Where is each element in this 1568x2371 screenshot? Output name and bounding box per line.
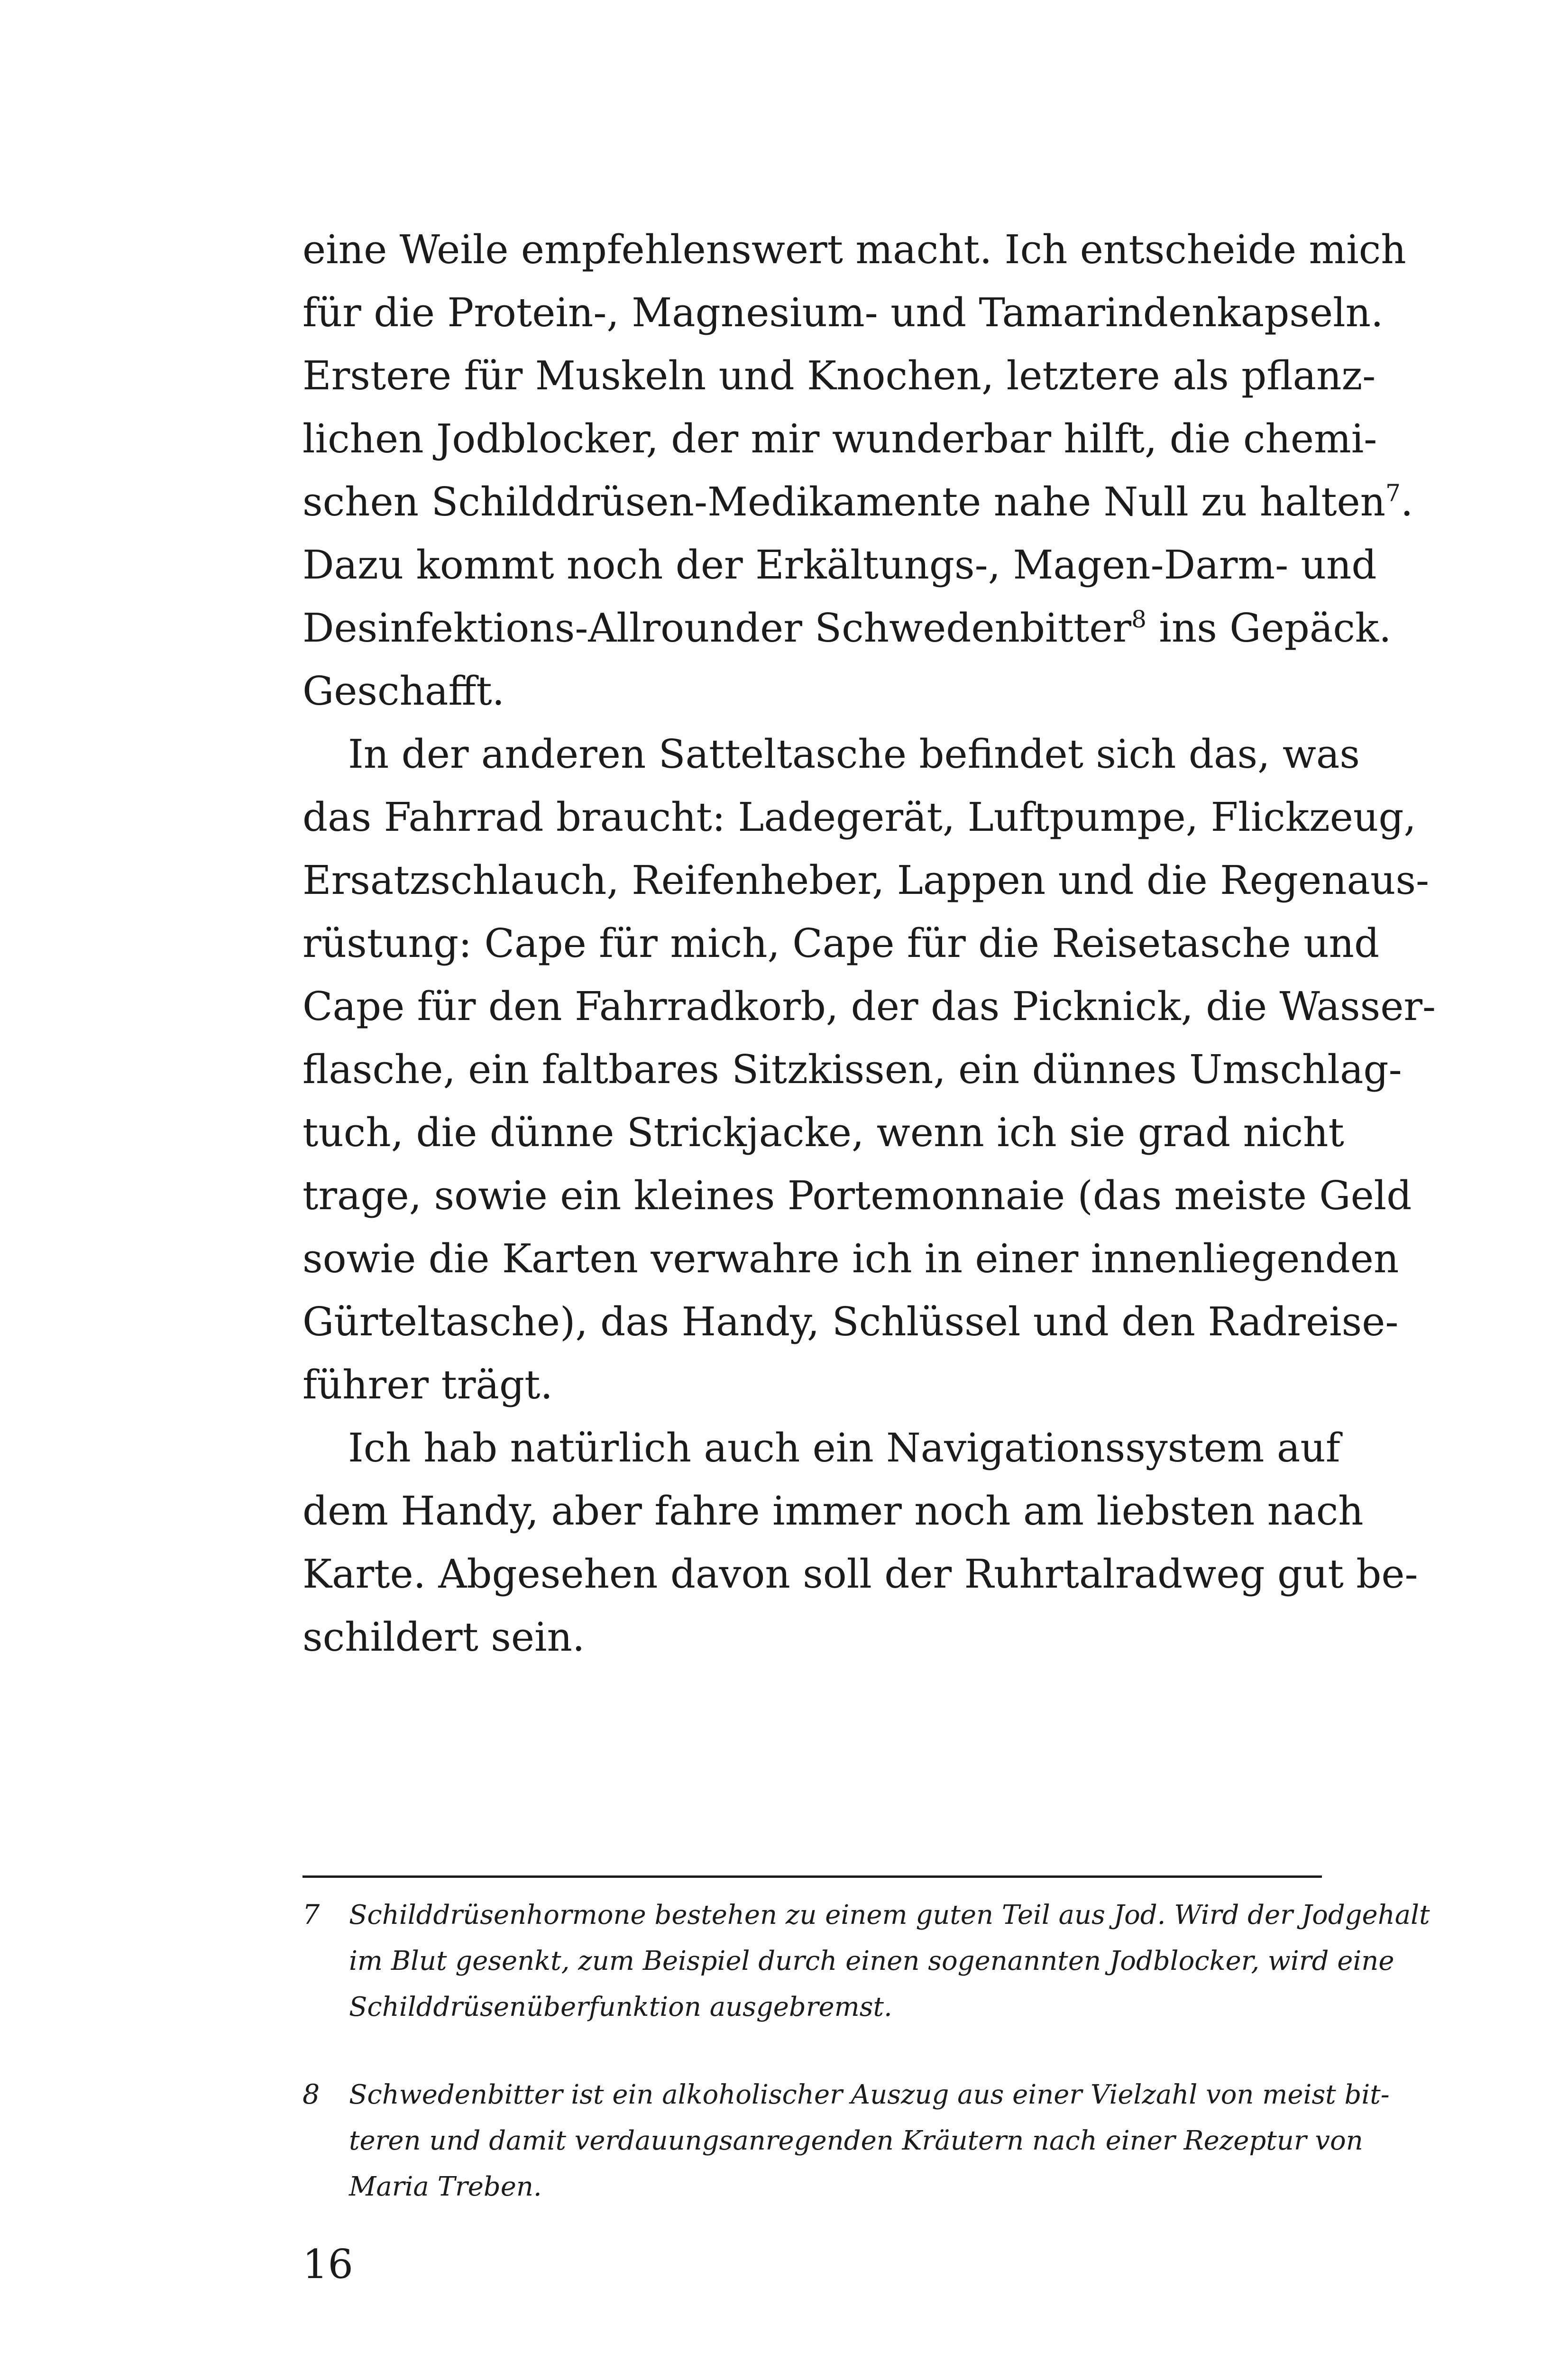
- text-line: Ersatzschlauch, Reifenheber, Lappen und die Regenaus-: [303, 857, 1430, 903]
- paragraph: [303, 723, 1436, 1416]
- footnote-8: [303, 2072, 1390, 2210]
- text-fragment: ins Gepäck.: [1146, 605, 1392, 651]
- footnote-reference[interactable]: 7: [1385, 479, 1401, 507]
- text-line: Karte. Abgesehen davon soll der Ruhrtalradweg gut be-: [303, 1551, 1418, 1597]
- text-line: [303, 597, 1392, 660]
- footnote-line: Schilddrüsenüberfunktion ausgebremst.: [349, 1992, 892, 2022]
- text-line: trage, sowie ein kleines Portemonnaie (das meiste Geld: [303, 1173, 1412, 1219]
- text-fragment: .: [1400, 479, 1413, 525]
- footnote-text: [349, 2072, 1390, 2210]
- footnote-line: im Blut gesenkt, zum Beispiel durch einen sogenannten Jodblocker, wird eine: [349, 1946, 1394, 1976]
- footnote-7: [303, 1892, 1430, 2030]
- text-fragment: schen Schilddrüsen-Medikamente nahe Null zu halten: [303, 479, 1386, 525]
- text-line: eine Weile empfehlenswert macht. Ich entscheide mich: [303, 227, 1406, 273]
- text-line: Ich hab natürlich auch ein Navigationssystem auf: [348, 1425, 1340, 1471]
- text-line: [303, 470, 1413, 533]
- text-line: rüstung: Cape für mich, Cape für die Reisetasche und: [303, 920, 1380, 966]
- text-line: tuch, die dünne Strickjacke, wenn ich sie grad nicht: [303, 1110, 1344, 1156]
- footnote-line: Maria Treben.: [349, 2171, 542, 2202]
- footnote-line: Schwedenbitter ist ein alkoholischer Auszug aus einer Vielzahl von meist bit-: [349, 2079, 1390, 2110]
- text-fragment: Desinfektions-Allrounder Schwedenbitter: [303, 605, 1132, 651]
- paragraph: [303, 218, 1413, 723]
- text-line: für die Protein-, Magnesium- und Tamarindenkapseln.: [303, 290, 1384, 336]
- footnote-line: Schilddrüsenhormone bestehen zu einem guten Teil aus Jod. Wird der Jodgehalt: [349, 1900, 1430, 1930]
- body-text: [303, 218, 1436, 1669]
- text-line: Gürteltasche), das Handy, Schlüssel und den Radreise-: [303, 1299, 1399, 1345]
- page-number: 16: [303, 2241, 353, 2288]
- text-line: führer trägt.: [303, 1362, 553, 1408]
- text-line: Cape für den Fahrradkorb, der das Picknick, die Wasser-: [303, 983, 1436, 1029]
- text-line: lichen Jodblocker, der mir wunderbar hilft, die chemi-: [303, 416, 1377, 462]
- text-line: schildert sein.: [303, 1614, 585, 1660]
- footnote-number: 7: [303, 1899, 320, 1930]
- footnote-line: teren und damit verdauungsanregenden Kräutern nach einer Rezeptur von: [349, 2125, 1363, 2156]
- footnote-text: [349, 1892, 1430, 2030]
- footnote-number: 8: [303, 2079, 320, 2110]
- text-line: flasche, ein faltbares Sitzkissen, ein dünnes Umschlag-: [303, 1047, 1402, 1093]
- text-line: Dazu kommt noch der Erkältungs-, Magen-Darm- und: [303, 542, 1377, 588]
- text-line: sowie die Karten verwahre ich in einer innenliegenden: [303, 1236, 1399, 1282]
- text-line: das Fahrrad braucht: Ladegerät, Luftpumpe, Flickzeug,: [303, 794, 1416, 840]
- footnotes: [303, 1892, 1430, 2252]
- text-line: In der anderen Satteltasche befindet sich das, was: [348, 731, 1360, 777]
- text-line: Geschafft.: [303, 668, 505, 714]
- paragraph: [303, 1416, 1418, 1669]
- footnote-divider: [303, 1875, 1322, 1878]
- text-line: dem Handy, aber fahre immer noch am liebsten nach: [303, 1488, 1364, 1534]
- text-line: Erstere für Muskeln und Knochen, letztere als pflanz-: [303, 353, 1376, 399]
- footnote-reference[interactable]: 8: [1131, 606, 1146, 633]
